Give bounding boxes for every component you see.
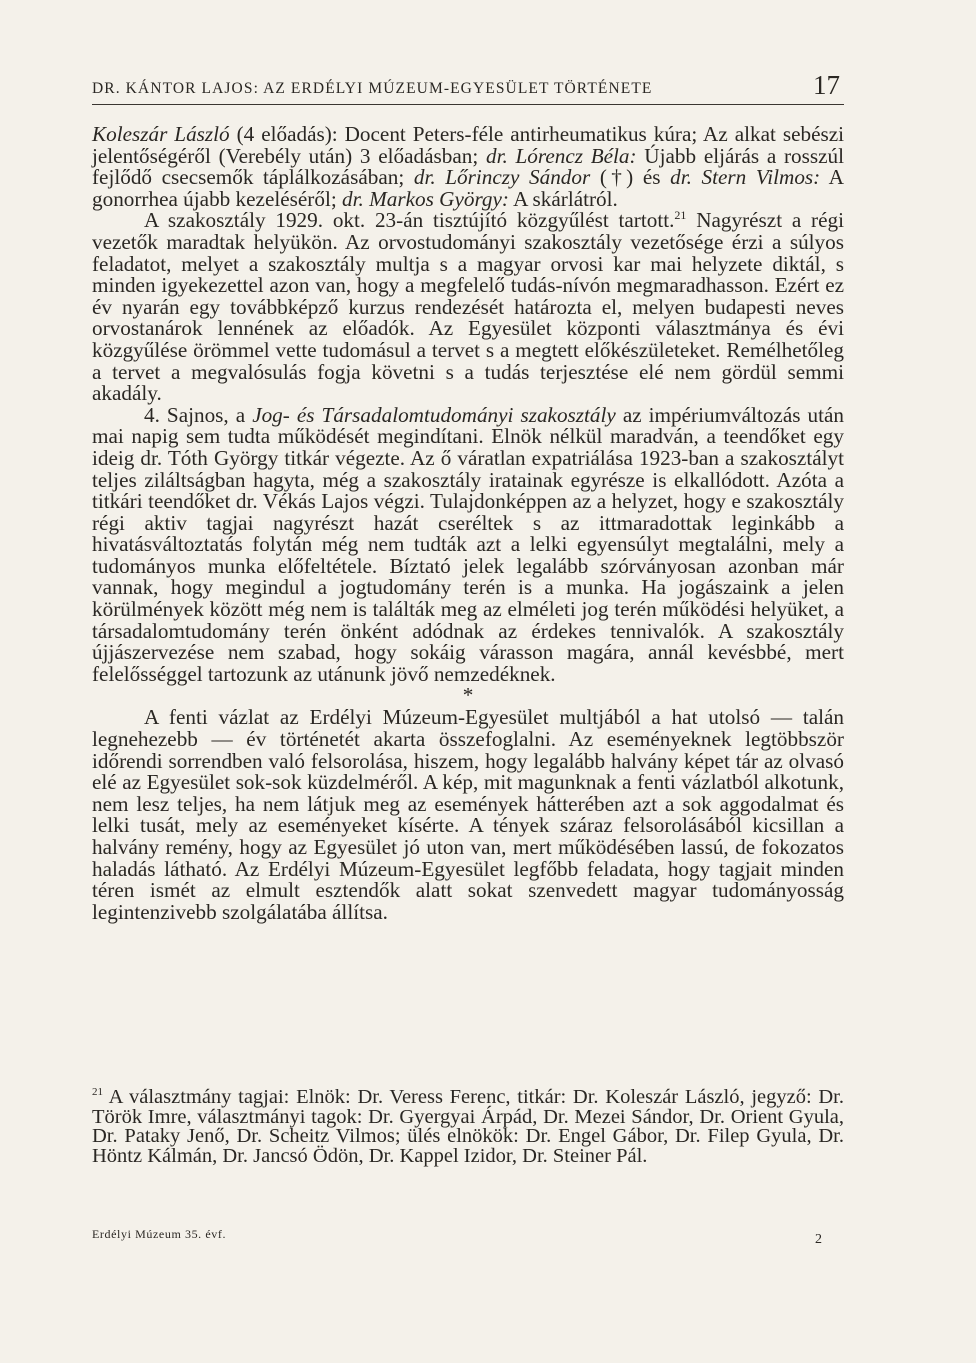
footnote-marker: 21 [92,1086,103,1099]
section-title: Jog- és Társadalomtudományi szakosztály [252,402,616,427]
printer-signature: Erdélyi Múzeum 35. évf. [92,1227,227,1241]
page-header [92,70,844,105]
paragraph-4 [92,707,844,923]
body-text [92,124,844,923]
text-run: Nagyrészt a régi vezetők maradtak helyükön. Az orvostudományi szakosztály vezetősége érzi a súlyos feladatot, melyet a szakosztály multja s a magyar orvosi kar mai helyzete diktál, s minden igyekezettel azon van, hogy a megfelelő tudás-nívón megmaradhasson. Ezért ez év nyarán egy továbbképző kurzus rendezését határozta el, melyen budapesti neves orvostanárok lennének az előadók. Az Egyesület központi választmánya és évi közgyűlése örömmel vette tudomásul a tervet s a megtett előkészületeket. Remélhetőleg a tervet a megvalósulás fogja követni s a tudás terjesztése elé nem gördül semmi akadály. [92,208,844,406]
footnote-ref: 21 [674,208,687,223]
footnote-text: A választmány tagjai: Elnök: Dr. Veress Ferenc, titkár: Dr. Koleszár László, jegyző: Dr. Török Imre, választmányi tagok: Dr. Gyergyai Árpád, Dr. Mezei Sándor, Dr. Orient Gyula, Dr. Pataky Jenő, Dr. Scheitz Vilmos; ülés elnökök: Dr. Engel Gábor, Dr. Filep Gyula, Dr. Höntz Kálmán, Dr. Jancsó Ödön, Dr. Kappel Izidor, Dr. Steiner Pál. [92,1086,844,1167]
author-name: Koleszár László [92,122,230,146]
text-run: (4 előadás): Docent Peters-féle antirheumatikus kúra; Az alkat sebészi jelentőségéről (Verebély után) 3 előadásban; [92,122,845,168]
page-number: 17 [813,70,840,100]
text-run: az impériumváltozás után mai napig sem tudta működését megindítani. Elnök nélkül maradván, a teendőket egy ideig dr. Tóth György titkár végezte. Az ő váratlan expatriálása 1923-ban a szakosztályt teljes ziláltságban hagyta, még a szakosztály iratainak egyrésze is elkallódott. Azóta a titkári teendőket dr. Vékás Lajos végzi. Tulajdonképpen az a helyzet, hogy e szakosztály régi aktiv tagjai nagyrészt hazát cseréltek s az ittmaradottak leginkább a hivatásváltoztatás folytán még nem tudták azt a lelki egyensúlyt megtalálni, mely a tudományos munka előfeltétele. Bíztató jelek legalább szórványosan azonban már vannak, hogy megindul a jogtudomány terén is a munka. Ha jogászaink a jelen körülmények között még nem is találták meg az elméleti jog terén működési helyüket, a társadalomtudomány terén önként adódnak az érdekes tennivalók. A szakosztály újjászervezése nem szabad, hogy sokáig várasson magára, annál kevésbbé, mert felelősséggel tartozunk az utánunk jövő nemzedéknek. [92,402,844,686]
section-separator: * [462,683,474,708]
text-run: A fenti vázlat az Erdélyi Múzeum-Egyesület multjából a hat utolsó — talán legnehezebb — év történetét akarta összefoglalni. Az eseményeknek legtöbbször időrendi sorrendben való felsorolása, hiszem, hogy legalább halvány képet tár az olvasó elé az Egyesület sok-sok küzdelméről. A kép, mit magunknak a fenti vázlatból alkotunk, nem lesz teljes, ha nem látjuk meg az események hátterében azt a sok aggodalmat és lelki tusát, mely az eseményeket kísérte. A tények száraz felsorolásából kicsillan a halvány remény, hogy az Egyesület jó uton van, mert működésében lassú, de fokozatos haladás látható. Az Erdélyi Múzeum-Egyesület legfőbb feladata, hogy tagjait minden téren ismét az elmult esztendők alatt sokat szenvedett magyar tudományosság legintenzivebb szolgálatába állítsa. [92,705,844,924]
paragraph-2 [92,210,844,404]
footnote [92,1088,844,1166]
paragraph-3 [92,402,844,686]
author-name: dr. Stern Vilmos: [670,165,821,190]
running-head: DR. KÁNTOR LAJOS: AZ ERDÉLYI MÚZEUM-EGYESÜLET TÖRTÉNETE [92,80,653,97]
signature-number: 2 [815,1232,822,1247]
text-run: A skárlátról. [508,186,618,211]
author-name: dr. Lőrinczy Sándor [413,165,591,190]
text-run: (†) és [590,165,671,190]
text-run: A gonorrhea újabb kezeléséről; [92,165,844,211]
author-name: dr. Lórencz Béla: [485,143,637,168]
text-run: 4. Sajnos, a [144,402,253,427]
author-name: dr. Markos György: [342,186,509,211]
text-run: Újabb eljárás a rosszúl fejlődő csecsemők táplálkozásában; [92,143,844,190]
text-run: A szakosztály 1929. okt. 23-án tisztújító közgyűlést tartott. [144,208,675,233]
paragraph-1 [92,124,844,210]
